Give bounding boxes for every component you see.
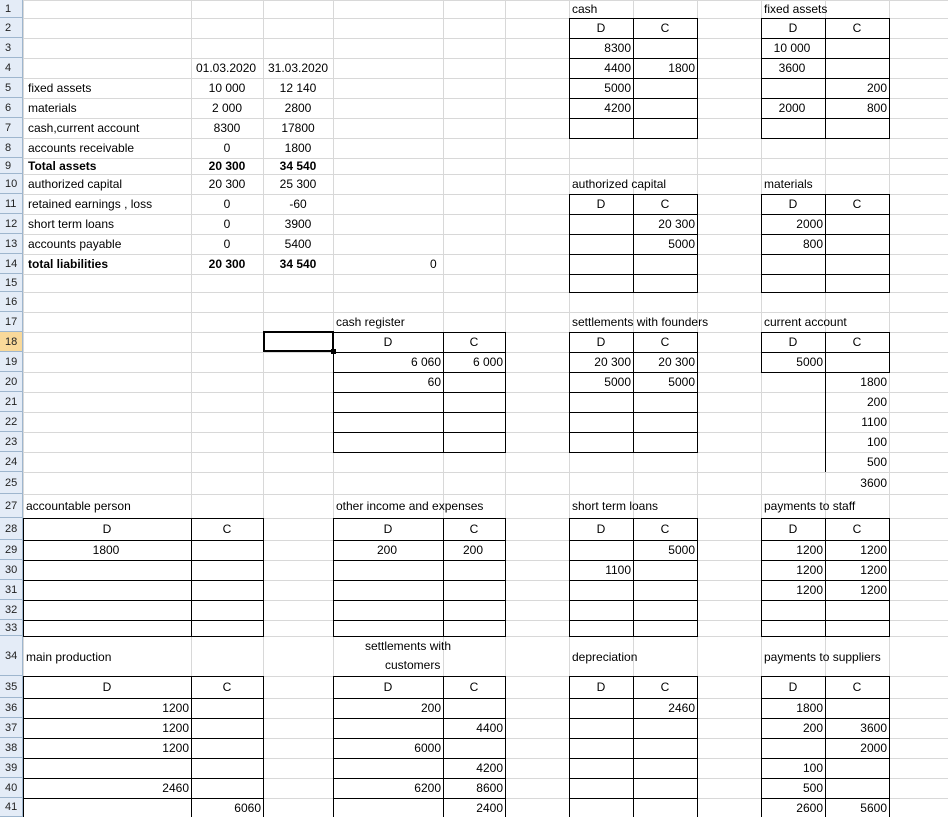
row-header-32[interactable]: 32	[0, 600, 23, 620]
balance-value-start[interactable]: 0	[223, 141, 231, 155]
row-header-35[interactable]: 35	[0, 676, 23, 698]
credit-value[interactable]: 4200	[476, 761, 503, 775]
row-header-7[interactable]: 7	[0, 118, 23, 138]
debit-value[interactable]: 4200	[604, 101, 631, 115]
credit-value[interactable]: 6060	[234, 801, 261, 815]
debit-value[interactable]: 1100	[605, 563, 631, 577]
row-header-11[interactable]: 11	[0, 194, 23, 214]
balance-value-end[interactable]: 5400	[284, 237, 312, 251]
row-header-12[interactable]: 12	[0, 214, 23, 234]
credit-value[interactable]: 200	[866, 395, 887, 409]
date-end-header[interactable]: 31.03.2020	[268, 61, 329, 75]
account-title[interactable]: payments to staff	[764, 499, 856, 513]
credit-header[interactable]: C	[469, 522, 479, 536]
account-title[interactable]: fixed assets	[764, 2, 828, 16]
row-header-16[interactable]: 16	[0, 292, 23, 312]
account-title[interactable]: cash	[572, 2, 598, 16]
credit-header[interactable]: C	[660, 522, 670, 536]
debit-value[interactable]: 3600	[778, 61, 806, 75]
balance-label[interactable]: total liabilities	[28, 257, 109, 271]
credit-value[interactable]: 1200	[860, 543, 887, 557]
row-header-29[interactable]: 29	[0, 540, 23, 560]
row-header-4[interactable]: 4	[0, 58, 23, 78]
fill-handle[interactable]	[331, 349, 336, 354]
row-header-18[interactable]: 18	[0, 332, 23, 352]
account-title[interactable]: cash register	[336, 315, 405, 329]
debit-header[interactable]: D	[596, 522, 606, 536]
row-header-24[interactable]: 24	[0, 452, 23, 472]
debit-value[interactable]: 8300	[604, 41, 631, 55]
balance-label[interactable]: materials	[28, 101, 77, 115]
credit-header[interactable]: C	[222, 522, 232, 536]
row-header-23[interactable]: 23	[0, 432, 23, 452]
credit-value[interactable]: 1100	[861, 415, 887, 429]
extra-zero-cell[interactable]: 0	[430, 257, 437, 271]
debit-header[interactable]: D	[788, 522, 798, 536]
row-header-13[interactable]: 13	[0, 234, 23, 254]
debit-value[interactable]: 4400	[604, 61, 631, 75]
balance-value-start[interactable]: 0	[223, 197, 231, 211]
debit-value[interactable]: 6200	[414, 781, 441, 795]
account-title[interactable]: other income and expenses	[336, 499, 484, 513]
row-header-17[interactable]: 17	[0, 312, 23, 332]
row-header-39[interactable]: 39	[0, 758, 23, 778]
credit-header[interactable]: C	[852, 680, 862, 694]
balance-value-start[interactable]: 0	[223, 217, 231, 231]
balance-value-start[interactable]: 2 000	[211, 101, 243, 115]
credit-value[interactable]: 5000	[668, 237, 695, 251]
credit-value[interactable]: 1800	[668, 61, 695, 75]
balance-value-start[interactable]: 10 000	[208, 81, 246, 95]
account-title[interactable]: main production	[26, 650, 112, 664]
account-title[interactable]: materials	[764, 177, 813, 191]
debit-value[interactable]: 1200	[796, 583, 823, 597]
debit-value[interactable]: 1800	[796, 701, 823, 715]
debit-value[interactable]: 5000	[796, 355, 823, 369]
balance-label[interactable]: short term loans	[28, 217, 115, 231]
debit-value[interactable]: 200	[420, 701, 441, 715]
row-header-41[interactable]: 41	[0, 798, 23, 817]
debit-value[interactable]: 800	[802, 237, 823, 251]
row-header-6[interactable]: 6	[0, 98, 23, 118]
debit-value[interactable]: 6 060	[410, 355, 441, 369]
credit-value[interactable]: 5000	[668, 375, 695, 389]
account-title[interactable]: settlements with founders	[572, 315, 709, 329]
balance-value-end[interactable]: 3900	[284, 217, 312, 231]
debit-value[interactable]: 200	[802, 721, 823, 735]
debit-value[interactable]: 5000	[604, 81, 631, 95]
balance-label[interactable]: retained earnings , loss	[28, 197, 153, 211]
debit-value[interactable]: 10 000	[773, 41, 811, 55]
debit-value[interactable]: 1200	[162, 741, 189, 755]
credit-header[interactable]: C	[852, 197, 862, 211]
credit-value[interactable]: 2000	[860, 741, 887, 755]
credit-header[interactable]: C	[222, 680, 232, 694]
balance-label[interactable]: accounts receivable	[28, 141, 135, 155]
debit-header[interactable]: D	[788, 680, 798, 694]
credit-header[interactable]: C	[852, 21, 862, 35]
debit-value[interactable]: 1200	[796, 543, 823, 557]
credit-value[interactable]: 1200	[860, 563, 887, 577]
balance-value-end[interactable]: 17800	[281, 121, 315, 135]
row-header-19[interactable]: 19	[0, 352, 23, 372]
row-header-5[interactable]: 5	[0, 78, 23, 98]
debit-value[interactable]: 20 300	[594, 355, 631, 369]
row-header-8[interactable]: 8	[0, 138, 23, 158]
balance-label[interactable]: accounts payable	[28, 237, 122, 251]
balance-value-start[interactable]: 0	[223, 237, 231, 251]
row-header-14[interactable]: 14	[0, 254, 23, 274]
debit-header[interactable]: D	[596, 197, 606, 211]
date-start-header[interactable]: 01.03.2020	[196, 61, 257, 75]
debit-value[interactable]: 1200	[796, 563, 823, 577]
balance-value-end[interactable]: 34 540	[279, 159, 317, 173]
credit-value[interactable]: 6 000	[472, 355, 503, 369]
account-title[interactable]: accountable person	[26, 499, 131, 513]
debit-value[interactable]: 5000	[604, 375, 631, 389]
credit-header[interactable]: C	[469, 335, 479, 349]
credit-value[interactable]: 2460	[668, 701, 695, 715]
account-title[interactable]: settlements with	[365, 639, 452, 653]
credit-value[interactable]: 2400	[476, 801, 503, 815]
balance-label[interactable]: authorized capital	[28, 177, 123, 191]
balance-value-end[interactable]: 12 140	[279, 81, 317, 95]
credit-header[interactable]: C	[660, 197, 670, 211]
row-header-15[interactable]: 15	[0, 274, 23, 292]
credit-value[interactable]: 1800	[860, 375, 887, 389]
credit-value[interactable]: 20 300	[658, 217, 695, 231]
balance-value-start[interactable]: 20 300	[208, 257, 246, 271]
credit-value[interactable]: 100	[866, 435, 887, 449]
balance-value-end[interactable]: 2800	[284, 101, 312, 115]
row-header-20[interactable]: 20	[0, 372, 23, 392]
row-header-3[interactable]: 3	[0, 38, 23, 58]
account-title[interactable]: short term loans	[572, 499, 659, 513]
credit-value[interactable]: 5000	[668, 543, 695, 557]
row-header-1[interactable]: 1	[0, 0, 23, 18]
credit-value[interactable]: 3600	[860, 721, 887, 735]
balance-value-start[interactable]: 8300	[213, 121, 241, 135]
debit-value[interactable]: 500	[802, 781, 823, 795]
balance-value-end[interactable]: 25 300	[279, 177, 317, 191]
debit-header[interactable]: D	[102, 522, 112, 536]
debit-header[interactable]: D	[596, 680, 606, 694]
debit-value[interactable]: 2600	[796, 801, 823, 815]
debit-value[interactable]: 60	[427, 375, 441, 389]
balance-value-start[interactable]: 20 300	[208, 159, 246, 173]
balance-value-end[interactable]: -60	[289, 197, 307, 211]
account-title[interactable]: payments to suppliers	[764, 650, 881, 664]
row-header-38[interactable]: 38	[0, 738, 23, 758]
row-header-33[interactable]: 33	[0, 620, 23, 636]
credit-header[interactable]: C	[660, 335, 670, 349]
selected-cell[interactable]	[263, 331, 334, 352]
debit-value[interactable]: 2000	[796, 217, 823, 231]
balance-value-end[interactable]: 1800	[284, 141, 312, 155]
credit-header[interactable]: C	[660, 680, 670, 694]
row-header-25[interactable]: 25	[0, 472, 23, 494]
account-title[interactable]: current account	[764, 315, 847, 329]
credit-header[interactable]: C	[852, 335, 862, 349]
credit-value[interactable]: 1200	[860, 583, 887, 597]
debit-value[interactable]: 2000	[778, 101, 806, 115]
balance-label[interactable]: Total assets	[28, 159, 97, 173]
row-header-36[interactable]: 36	[0, 698, 23, 718]
debit-header[interactable]: D	[383, 680, 393, 694]
credit-value[interactable]: 500	[866, 455, 887, 469]
balance-value-start[interactable]: 20 300	[208, 177, 246, 191]
debit-header[interactable]: D	[383, 335, 393, 349]
debit-header[interactable]: D	[788, 21, 798, 35]
credit-value[interactable]: 200	[462, 543, 484, 557]
row-header-28[interactable]: 28	[0, 518, 23, 540]
row-header-27[interactable]: 27	[0, 494, 23, 518]
debit-header[interactable]: D	[383, 522, 393, 536]
account-title[interactable]: depreciation	[572, 650, 638, 664]
row-header-37[interactable]: 37	[0, 718, 23, 738]
debit-header[interactable]: D	[788, 335, 798, 349]
credit-value[interactable]: 200	[866, 81, 887, 95]
debit-value[interactable]: 200	[376, 543, 398, 557]
debit-value[interactable]: 100	[802, 761, 823, 775]
debit-value[interactable]: 1200	[162, 701, 189, 715]
balance-label[interactable]: fixed assets	[28, 81, 92, 95]
account-title[interactable]: customers	[385, 658, 441, 672]
debit-value[interactable]: 1200	[162, 721, 189, 735]
row-header-2[interactable]: 2	[0, 18, 23, 38]
row-header-30[interactable]: 30	[0, 560, 23, 580]
row-header-22[interactable]: 22	[0, 412, 23, 432]
debit-header[interactable]: D	[788, 197, 798, 211]
credit-value[interactable]: 4400	[476, 721, 503, 735]
row-header-40[interactable]: 40	[0, 778, 23, 798]
credit-value[interactable]: 5600	[860, 801, 887, 815]
row-header-34[interactable]: 34	[0, 636, 23, 676]
account-title[interactable]: authorized capital	[572, 177, 667, 191]
row-header-21[interactable]: 21	[0, 392, 23, 412]
credit-value[interactable]: 800	[866, 101, 887, 115]
debit-header[interactable]: D	[596, 335, 606, 349]
credit-header[interactable]: C	[660, 21, 670, 35]
credit-header[interactable]: C	[469, 680, 479, 694]
row-header-10[interactable]: 10	[0, 174, 23, 194]
credit-header[interactable]: C	[852, 522, 862, 536]
debit-value[interactable]: 6000	[414, 741, 441, 755]
credit-value[interactable]: 20 300	[658, 355, 695, 369]
debit-value[interactable]: 1800	[92, 543, 120, 557]
balance-value-end[interactable]: 34 540	[279, 257, 317, 271]
credit-value[interactable]: 3600	[860, 476, 887, 490]
debit-header[interactable]: D	[596, 21, 606, 35]
balance-label[interactable]: cash,current account	[28, 121, 140, 135]
debit-header[interactable]: D	[102, 680, 112, 694]
debit-value[interactable]: 2460	[162, 781, 189, 795]
row-header-9[interactable]: 9	[0, 158, 23, 174]
row-header-31[interactable]: 31	[0, 580, 23, 600]
credit-value[interactable]: 8600	[476, 781, 503, 795]
